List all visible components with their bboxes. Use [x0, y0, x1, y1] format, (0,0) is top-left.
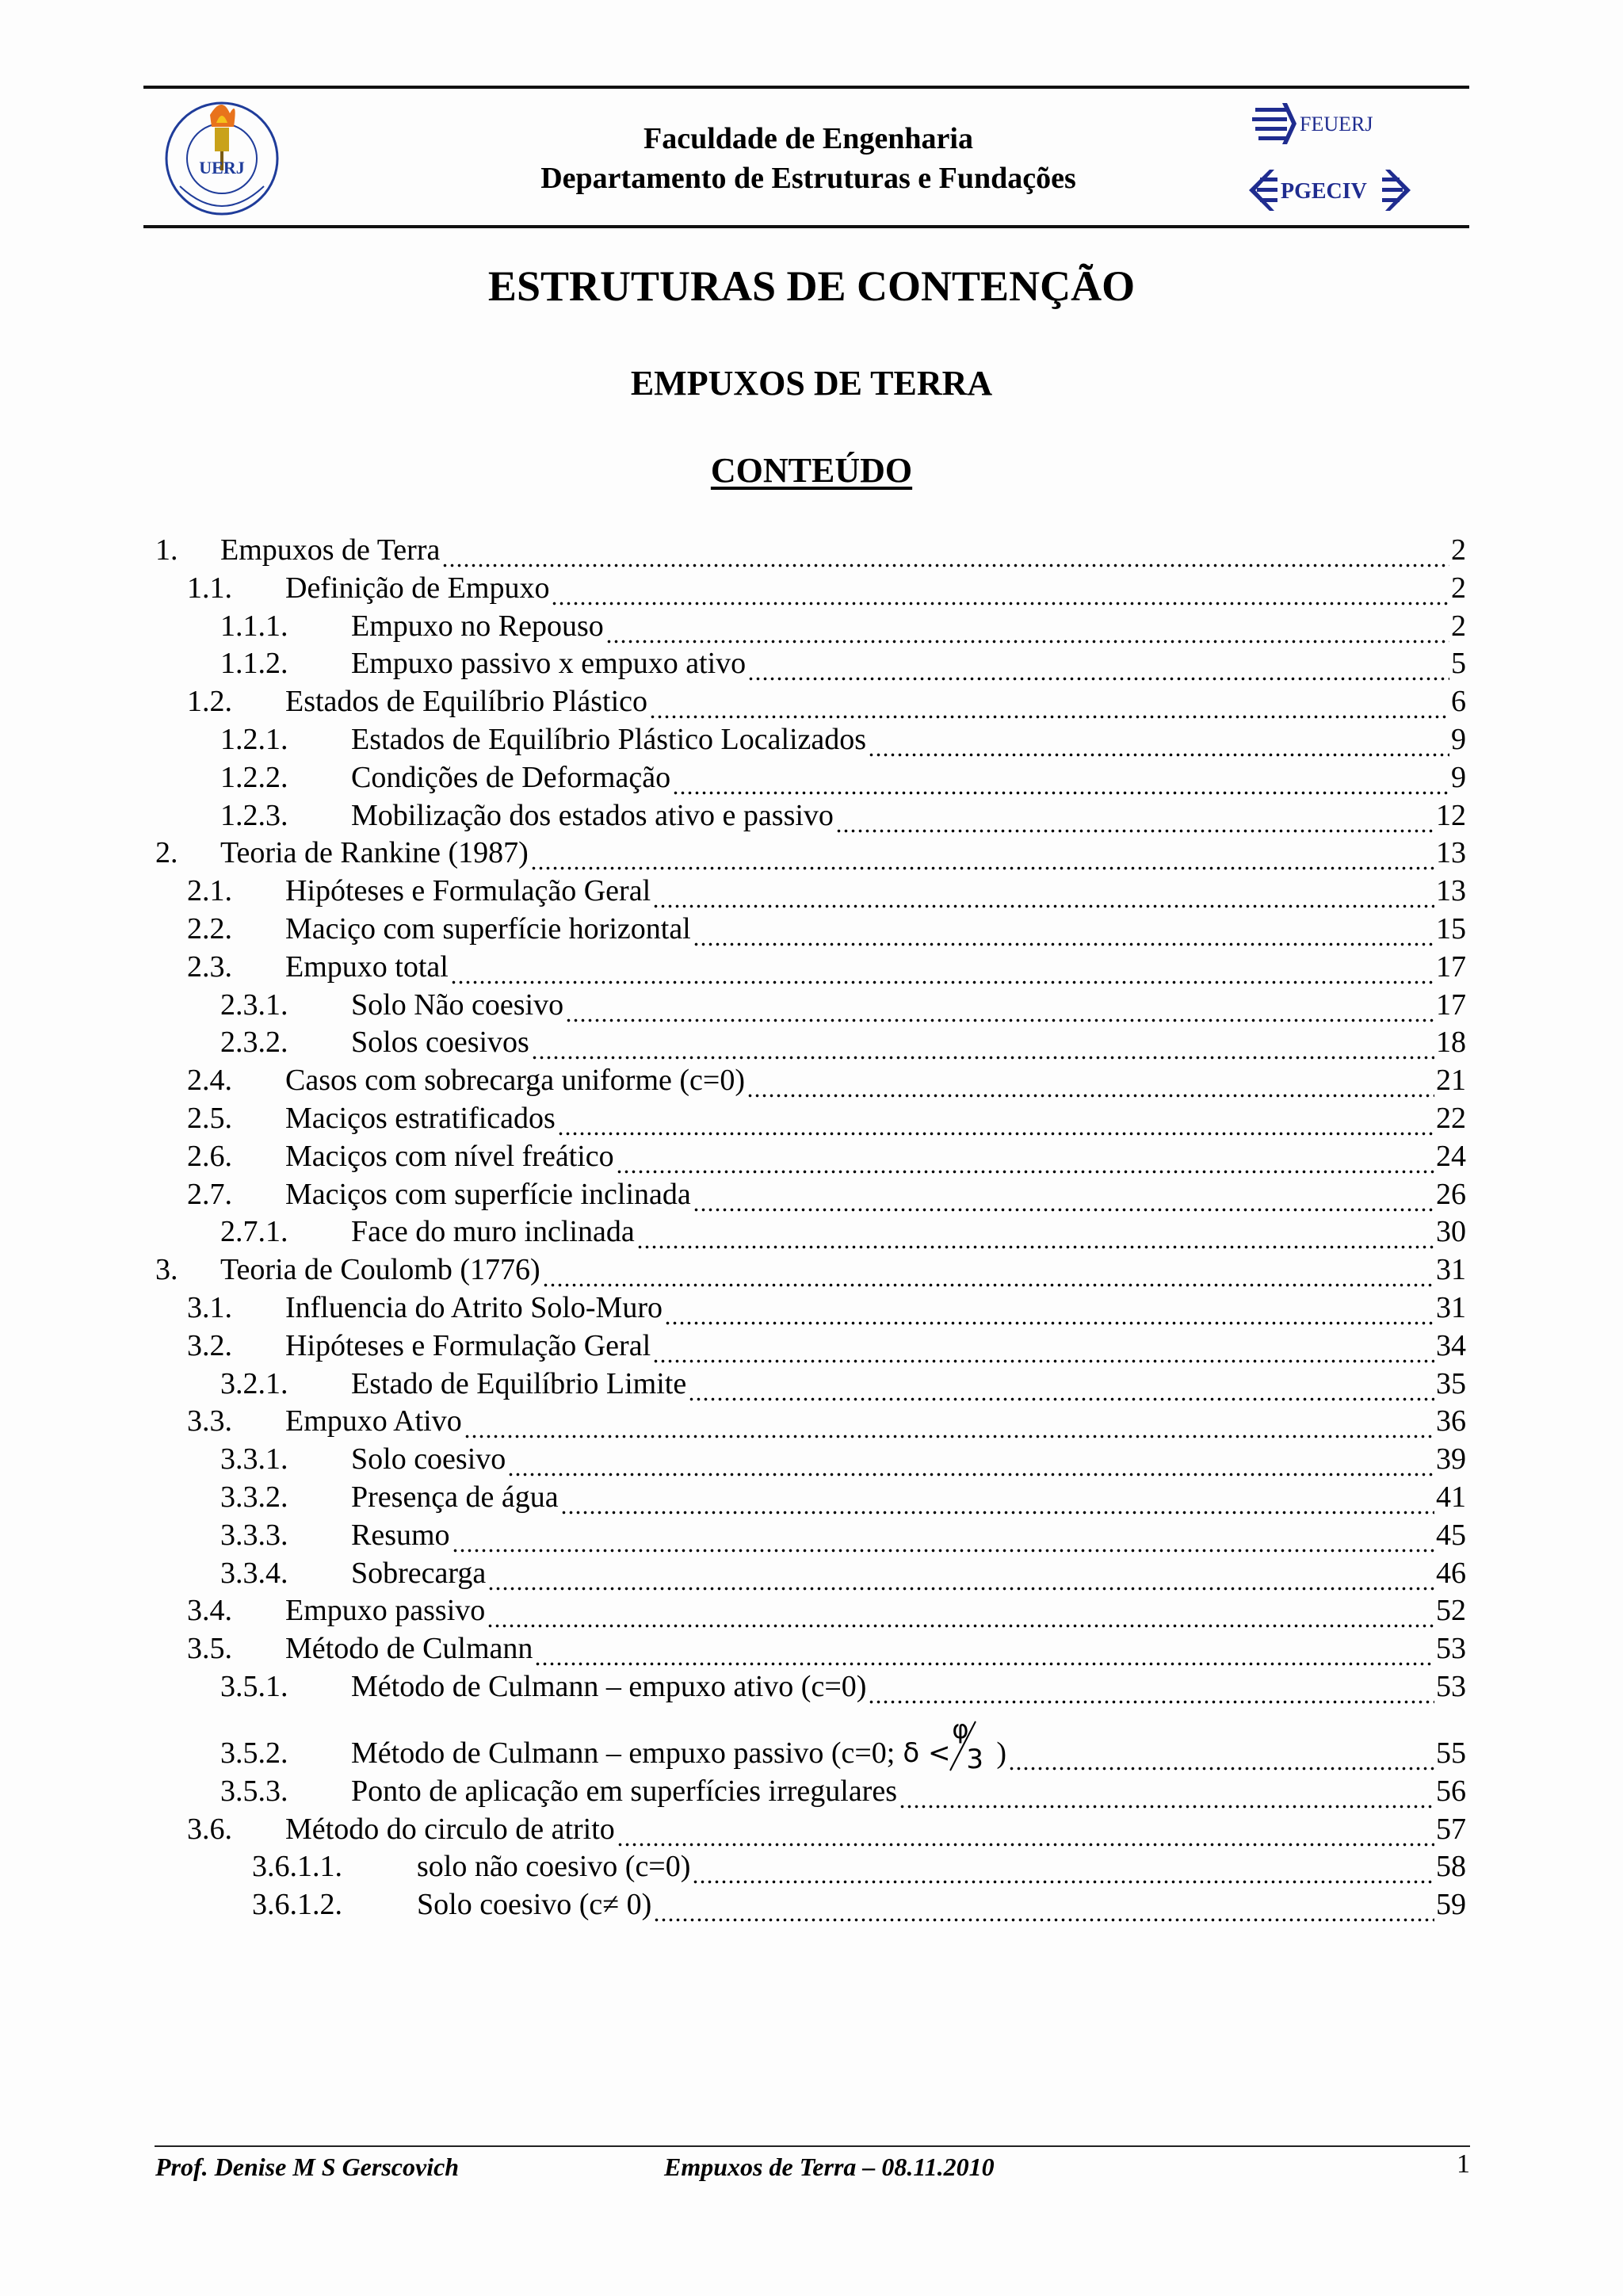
toc-dot-leader [565, 997, 1434, 1024]
toc-dot-leader [636, 1224, 1434, 1251]
toc-entry-number: 2.5. [187, 1102, 232, 1135]
toc-entry-title: Empuxo total [285, 948, 449, 986]
toc-entry-page: 15 [1436, 912, 1466, 946]
toc-entry[interactable] [220, 720, 1466, 758]
toc-dot-leader [868, 732, 1449, 758]
toc-entry-page: 53 [1436, 1670, 1466, 1703]
toc-dot-leader [868, 1679, 1434, 1706]
toc-entry-number: 3.6.1.2. [252, 1888, 342, 1922]
toc-entry-number: 3.4. [187, 1594, 232, 1628]
toc-entry-title: Influencia do Atrito Solo-Muro [285, 1289, 663, 1327]
toc-entry-number: 3.2. [187, 1328, 232, 1362]
toc-entry-page: 9 [1451, 723, 1466, 756]
toc-entry-number: 3.2.1. [220, 1366, 288, 1400]
toc-dot-leader [688, 1376, 1434, 1403]
toc-entry-page: 26 [1436, 1177, 1466, 1211]
toc-entry[interactable] [252, 1847, 1466, 1885]
toc-dot-leader [653, 1897, 1434, 1924]
toc-entry-title: Hipóteses e Formulação Geral [285, 872, 651, 910]
toc-entry-title: Empuxo passivo x empuxo ativo [351, 644, 746, 682]
toc-dot-leader [664, 1300, 1434, 1327]
toc-entry-number: 3.5. [187, 1632, 232, 1666]
toc-entry-title: Teoria de Coulomb (1776) [220, 1251, 540, 1289]
toc-entry[interactable] [187, 1137, 1466, 1175]
toc-entry[interactable] [220, 1668, 1466, 1706]
toc-entry[interactable] [220, 1440, 1466, 1478]
feuerj-label: FEUERJ [1300, 113, 1373, 136]
toc-entry-title: Empuxo Ativo [285, 1402, 462, 1440]
toc-entry-title: Mobilização dos estados ativo e passivo [351, 797, 834, 835]
toc-entry[interactable] [220, 1772, 1466, 1810]
toc-entry-page: 12 [1436, 798, 1466, 832]
toc-dot-leader [693, 1186, 1434, 1213]
toc-dot-leader [507, 1451, 1434, 1478]
toc-entry[interactable] [220, 607, 1466, 645]
toc-entry[interactable] [187, 1402, 1466, 1440]
toc-entry-number: 3.6. [187, 1812, 232, 1846]
toc-entry[interactable] [187, 1327, 1466, 1365]
toc-entry-title: solo não coesivo (c=0) [417, 1847, 690, 1885]
toc-entry[interactable] [220, 1478, 1466, 1516]
toc-entry[interactable] [187, 910, 1466, 948]
toc-dot-leader [899, 1783, 1434, 1810]
toc-entry[interactable] [220, 1213, 1466, 1251]
toc-entry[interactable] [220, 1516, 1466, 1554]
toc-entry-page: 17 [1436, 988, 1466, 1022]
toc-entry[interactable] [155, 531, 1466, 569]
toc-entry[interactable] [220, 1365, 1466, 1403]
header-text [317, 119, 1300, 198]
toc-entry[interactable] [220, 1554, 1466, 1592]
toc-entry[interactable] [187, 1099, 1466, 1137]
toc-entry-title: Método de Culmann [285, 1629, 533, 1668]
toc-dot-leader [452, 1527, 1434, 1554]
toc-entry-number: 1.2.3. [220, 798, 288, 832]
footer-rule [155, 2145, 1470, 2147]
feuerj-logo [1252, 103, 1411, 144]
toc-entry-title: Presença de água [351, 1478, 559, 1516]
toc-entry-number: 1.2. [187, 685, 232, 719]
toc-dot-leader [464, 1413, 1434, 1440]
toc-entry-number: 2.3.1. [220, 988, 288, 1022]
toc-entry-page: 58 [1436, 1850, 1466, 1884]
toc-entry[interactable] [187, 1175, 1466, 1213]
toc-entry-title: Estados de Equilíbrio Plástico Localizados [351, 720, 866, 758]
document-title: ESTRUTURAS DE CONTENÇÃO [487, 262, 1136, 310]
toc-entry-page: 13 [1436, 874, 1466, 908]
toc-entry-number: 3.3.2. [220, 1480, 288, 1514]
toc-dot-leader [450, 959, 1434, 986]
toc-entry-number: 3.3.3. [220, 1518, 288, 1552]
toc-entry-page: 39 [1436, 1442, 1466, 1477]
feuerj-logo-icon [1252, 103, 1300, 144]
toc-entry-number: 3.5.2. [220, 1736, 288, 1770]
toc-entry-page: 35 [1436, 1366, 1466, 1400]
toc-entry-page: 30 [1436, 1215, 1466, 1249]
toc-entry-title: Definição de Empuxo [285, 569, 549, 607]
toc-entry[interactable] [252, 1885, 1466, 1924]
toc-entry[interactable] [220, 797, 1466, 835]
toc-entry-page: 2 [1451, 609, 1466, 643]
toc-entry-title: Maciço com superfície horizontal [285, 910, 691, 948]
header-top-rule [143, 86, 1469, 89]
toc-entry-number: 2.3.2. [220, 1026, 288, 1060]
pgeciv-logo [1243, 166, 1417, 214]
toc-dot-leader [652, 883, 1434, 910]
toc-entry-number: 2.1. [187, 874, 232, 908]
toc-entry-number: 3.6.1.1. [252, 1850, 342, 1884]
toc-dot-leader [530, 845, 1434, 872]
toc-dot-leader [534, 1641, 1434, 1668]
uerj-logo-text: UERJ [199, 158, 245, 178]
toc-entry-number: 3.5.1. [220, 1670, 288, 1703]
toc-entry-number: 3.3. [187, 1404, 232, 1438]
formula-lhs: δ < [903, 1736, 951, 1769]
toc-entry-number: 2.3. [187, 949, 232, 984]
toc-entry-title-suffix: ) [996, 1734, 1006, 1772]
toc-entry[interactable] [187, 1289, 1466, 1327]
toc-entry-number: 1.1.2. [220, 647, 288, 681]
toc-entry-title: Empuxos de Terra [220, 531, 440, 569]
toc-entry-page: 2 [1451, 533, 1466, 567]
toc-entry-page: 31 [1436, 1253, 1466, 1287]
toc-entry-number: 1.1. [187, 571, 232, 605]
toc-entry-page: 53 [1436, 1632, 1466, 1666]
toc-entry[interactable] [187, 1810, 1466, 1848]
toc-entry-page: 17 [1436, 949, 1466, 984]
toc-dot-leader [441, 542, 1449, 569]
toc-entry-title: Maciços estratificados [285, 1099, 556, 1137]
toc-entry[interactable] [220, 1706, 1466, 1775]
toc-dot-leader [605, 618, 1449, 645]
toc-entry-title: Casos com sobrecarga uniforme (c=0) [285, 1061, 745, 1099]
delta-less-phi-over-3-formula [895, 1713, 983, 1775]
toc-entry[interactable] [187, 682, 1466, 720]
toc-entry-title: Empuxo no Repouso [351, 607, 604, 645]
toc-entry[interactable] [187, 948, 1466, 986]
formula-numerator: φ [952, 1713, 969, 1744]
toc-entry-title: Resumo [351, 1516, 450, 1554]
toc-entry-page: 2 [1451, 571, 1466, 605]
toc-dot-leader [652, 1338, 1434, 1365]
toc-dot-leader [487, 1565, 1434, 1592]
toc-entry-page: 59 [1436, 1888, 1466, 1922]
page-number: 1 [1457, 2149, 1470, 2179]
toc-entry-title: Solo coesivo (c≠ 0) [417, 1885, 651, 1924]
toc-entry-number: 2.7.1. [220, 1215, 288, 1249]
toc-dot-leader [616, 1148, 1434, 1175]
toc-entry-title: Método de Culmann – empuxo ativo (c=0) [351, 1668, 866, 1706]
pgeciv-label: PGECIV [1281, 179, 1367, 204]
toc-entry-number: 2.2. [187, 912, 232, 946]
toc-entry-title: Estado de Equilíbrio Limite [351, 1365, 686, 1403]
toc-entry-page: 6 [1451, 685, 1466, 719]
toc-entry-title: Método do circulo de atrito [285, 1810, 615, 1848]
toc-entry-page: 13 [1436, 836, 1466, 870]
toc-entry-page: 57 [1436, 1812, 1466, 1846]
toc-dot-leader [747, 655, 1449, 682]
toc-dot-leader [557, 1110, 1434, 1137]
formula-denominator: 3 [966, 1743, 983, 1775]
toc-entry[interactable] [187, 1629, 1466, 1668]
toc-entry[interactable] [220, 1023, 1466, 1061]
toc-entry-number: 3.3.4. [220, 1556, 288, 1590]
toc-dot-leader [542, 1262, 1434, 1289]
department-name: Departamento de Estruturas e Fundações [540, 162, 1076, 195]
toc-entry-title: Estados de Equilíbrio Plástico [285, 682, 647, 720]
toc-entry[interactable] [187, 1061, 1466, 1099]
toc-entry-number: 2. [155, 836, 178, 870]
toc-dot-leader [692, 1859, 1434, 1885]
toc-entry-title: Empuxo passivo [285, 1591, 485, 1629]
header-bottom-rule [143, 225, 1469, 228]
toc-entry-number: 3.1. [187, 1291, 232, 1324]
toc-entry-number: 3.5.3. [220, 1774, 288, 1808]
toc-dot-leader [1008, 1745, 1434, 1772]
toc-entry-page: 22 [1436, 1102, 1466, 1135]
toc-entry-title: Sobrecarga [351, 1554, 486, 1592]
toc-entry[interactable] [187, 872, 1466, 910]
toc-entry-page: 46 [1436, 1556, 1466, 1590]
footer-author: Prof. Denise M S Gerscovich [155, 2153, 460, 2181]
toc-entry[interactable] [187, 1591, 1466, 1629]
toc-entry-title: Ponto de aplicação em superfícies irregulares [351, 1772, 897, 1810]
toc-entry-page: 34 [1436, 1328, 1466, 1362]
toc-entry-title: Solos coesivos [351, 1023, 529, 1061]
toc-entry-title: Condições de Deformação [351, 758, 670, 797]
toc-entry-page: 45 [1436, 1518, 1466, 1552]
toc-entry-title: Método de Culmann – empuxo passivo (c=0; [351, 1734, 895, 1772]
toc-entry-title: Hipóteses e Formulação Geral [285, 1327, 651, 1365]
toc-entry-title: Solo coesivo [351, 1440, 506, 1478]
toc-dot-leader [649, 693, 1449, 720]
document-subtitle: EMPUXOS DE TERRA [630, 364, 993, 403]
toc-entry-number: 3.3.1. [220, 1442, 288, 1477]
toc-entry[interactable] [187, 569, 1466, 607]
toc-entry-number: 2.6. [187, 1139, 232, 1173]
toc-dot-leader [835, 808, 1434, 835]
toc-entry-number: 1.2.2. [220, 760, 288, 794]
toc-dot-leader [531, 1034, 1434, 1061]
toc-entry-number: 2.7. [187, 1177, 232, 1211]
toc-entry-page: 56 [1436, 1774, 1466, 1808]
toc-entry-page: 9 [1451, 760, 1466, 794]
footer-document: Empuxos de Terra – 08.11.2010 [664, 2153, 995, 2181]
toc-dot-leader [487, 1603, 1434, 1629]
faculty-name: Faculdade de Engenharia [643, 122, 973, 155]
toc-entry-number: 3. [155, 1253, 178, 1287]
toc-dot-leader [551, 580, 1449, 607]
uerj-seal-icon [155, 91, 289, 226]
toc-entry-page: 18 [1436, 1026, 1466, 1060]
toc-entry-title: Maciços com superfície inclinada [285, 1175, 691, 1213]
toc-entry[interactable] [155, 1251, 1466, 1289]
toc-entry-page: 36 [1436, 1404, 1466, 1438]
toc-entry-title: Solo Não coesivo [351, 986, 563, 1024]
toc-entry-page: 21 [1436, 1064, 1466, 1098]
toc-entry-page: 52 [1436, 1594, 1466, 1628]
toc-entry-title: Maciços com nível freático [285, 1137, 614, 1175]
toc-entry-title: Face do muro inclinada [351, 1213, 635, 1251]
toc-entry-number: 1.2.1. [220, 723, 288, 756]
toc-dot-leader [617, 1821, 1434, 1848]
toc-entry-page: 55 [1436, 1736, 1466, 1770]
toc-dot-leader [693, 921, 1434, 948]
toc-entry-page: 41 [1436, 1480, 1466, 1514]
toc-entry-page: 24 [1436, 1139, 1466, 1173]
toc-dot-leader [560, 1489, 1434, 1516]
toc-entry-page: 5 [1451, 647, 1466, 681]
toc-entry[interactable] [220, 758, 1466, 797]
toc-entry[interactable] [155, 834, 1466, 872]
contents-heading: CONTEÚDO [710, 451, 913, 490]
toc-entry-title: Teoria de Rankine (1987) [220, 834, 529, 872]
toc-entry-page: 31 [1436, 1291, 1466, 1324]
toc-dot-leader [747, 1072, 1434, 1099]
toc-dot-leader [672, 770, 1449, 797]
toc-entry-number: 1.1.1. [220, 609, 288, 643]
toc-entry-number: 1. [155, 533, 178, 567]
toc-entry[interactable] [220, 644, 1466, 682]
toc-entry[interactable] [220, 986, 1466, 1024]
toc-entry-number: 2.4. [187, 1064, 232, 1098]
